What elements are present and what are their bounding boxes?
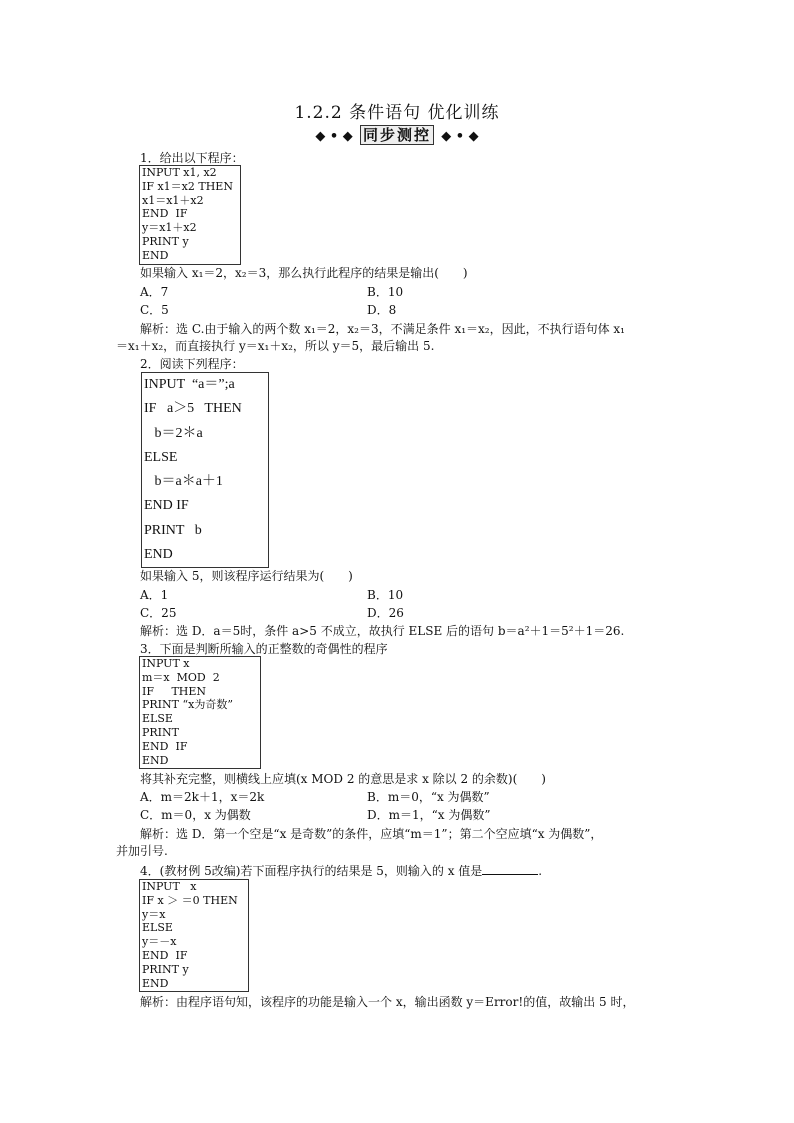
- q4-code-line: INPUT x: [142, 880, 197, 893]
- q3-option-c: C．m＝0，x 为偶数: [140, 808, 251, 822]
- q1-code-line: INPUT x1, x2: [142, 166, 217, 179]
- q3-stem: 3．下面是判断所输入的正整数的奇偶性的程序: [140, 642, 388, 656]
- q1-code-line: x1＝x1＋x2: [142, 193, 204, 207]
- q3-code-line: IF THEN: [142, 684, 207, 698]
- q3-code-line: ELSE: [142, 712, 173, 726]
- q2-option-b: B．10: [367, 588, 404, 602]
- q2-answer: 解析：选 D．a＝5时，条件 a>5 不成立，故执行 ELSE 后的语句 b＝a²＋1＝5²＋1＝26.: [140, 624, 625, 638]
- q1-code-line: IF x1＝x2 THEN: [142, 179, 233, 193]
- q4-answer: 解析：由程序语句知，该程序的功能是输入一个 x，输出函数 y＝Error!的值，故输出 5 时，: [140, 995, 635, 1009]
- q3-answer-line1: 解析：选 D．第一个空是“x 是奇数”的条件，应填“m＝1”；第二个空应填“x 为偶数”，: [140, 827, 603, 841]
- q4-code-line: END IF: [142, 948, 188, 962]
- q1-question: 如果输入 x₁＝2，x₂＝3，那么执行此程序的结果是输出( ): [140, 266, 468, 280]
- q4-stem-end: .: [538, 864, 543, 878]
- q3-code-line: END IF: [142, 739, 188, 753]
- q4-code-line: y＝－x: [142, 935, 177, 949]
- q2-option-c: C．25: [140, 606, 177, 620]
- q2-code-line: b＝2＊a: [144, 425, 203, 441]
- q2-question: 如果输入 5，则该程序运行结果为( ): [140, 569, 353, 583]
- q4-answer-blank: [482, 863, 538, 875]
- q1-answer-line2: ＝x₁＋x₂，而直接执行 y＝x₁＋x₂，所以 y＝5，最后输出 5.: [116, 339, 435, 353]
- q1-code-line: y＝x1＋x2: [142, 221, 197, 235]
- q2-code-line: INPUT “a＝”;a: [144, 377, 235, 392]
- q1-code-line: END IF: [142, 207, 188, 221]
- q1-option-d: D．8: [367, 303, 397, 317]
- q4-code-line: END: [142, 976, 169, 990]
- q4-code-line: PRINT y: [142, 962, 189, 976]
- page-title: 1.2.2 条件语句 优化训练: [294, 103, 500, 123]
- q3-question: 将其补充完整，则横线上应填(x MOD 2 的意思是求 x 除以 2 的余数)( ): [140, 772, 546, 786]
- banner-deco-left: ◆ • ◆: [315, 129, 353, 144]
- q1-code-line: PRINT y: [142, 234, 189, 248]
- q4-code-line: ELSE: [142, 921, 173, 935]
- q2-code-box: [141, 372, 269, 568]
- q3-code-box: [139, 656, 261, 769]
- q4-stem: [140, 863, 542, 878]
- q2-option-d: D．26: [367, 606, 404, 620]
- q2-code-line: b＝a＊a＋1: [144, 474, 223, 490]
- q3-option-d: D．m＝1，“x 为偶数”: [367, 808, 491, 822]
- q2-code-line: END: [144, 547, 173, 563]
- q1-answer-line1: 解析：选 C.由于输入的两个数 x₁＝2，x₂＝3，不满足条件 x₁＝x₂，因此，不执行语句体 x₁: [140, 322, 625, 336]
- q4-code-line: IF x ＞ ＝0 THEN: [142, 893, 238, 907]
- q4-code-line: y＝x: [142, 907, 166, 921]
- q1-code-line: END: [142, 248, 169, 262]
- q2-code-line: ELSE: [144, 449, 178, 465]
- q4-code-box: [139, 879, 249, 992]
- q3-option-b: B．m＝0，“x 为偶数”: [367, 790, 490, 804]
- section-banner: [0, 124, 794, 145]
- q1-option-b: B．10: [367, 285, 404, 299]
- q3-code-line: PRINT: [142, 725, 179, 739]
- q2-option-a: A．1: [140, 588, 169, 602]
- q3-code-line: m＝x MOD 2: [142, 670, 220, 684]
- banner-deco-right: ◆ • ◆: [441, 129, 479, 144]
- q1-code-box: [139, 165, 241, 265]
- q1-option-c: C．5: [140, 303, 169, 317]
- q3-answer-line2: 并加引号.: [116, 844, 168, 858]
- q3-code-line: PRINT “x为奇数”: [142, 698, 233, 712]
- q3-code-line: END: [142, 753, 169, 767]
- q3-code-line: INPUT x: [142, 657, 190, 670]
- q2-code-line: IF a＞5 THEN: [144, 401, 242, 417]
- q2-stem: 2．阅读下列程序：: [140, 357, 244, 371]
- q1-stem: 1．给出以下程序：: [140, 151, 244, 165]
- banner-label: 同步测控: [360, 125, 434, 145]
- q2-code-line: END IF: [144, 498, 189, 514]
- q3-option-a: A．m＝2k＋1，x＝2k: [140, 790, 265, 804]
- q2-code-line: PRINT b: [144, 522, 202, 538]
- q1-option-a: A．7: [140, 285, 169, 299]
- q4-stem-text: 4．(教材例 5改编)若下面程序执行的结果是 5，则输入的 x 值是: [140, 864, 483, 878]
